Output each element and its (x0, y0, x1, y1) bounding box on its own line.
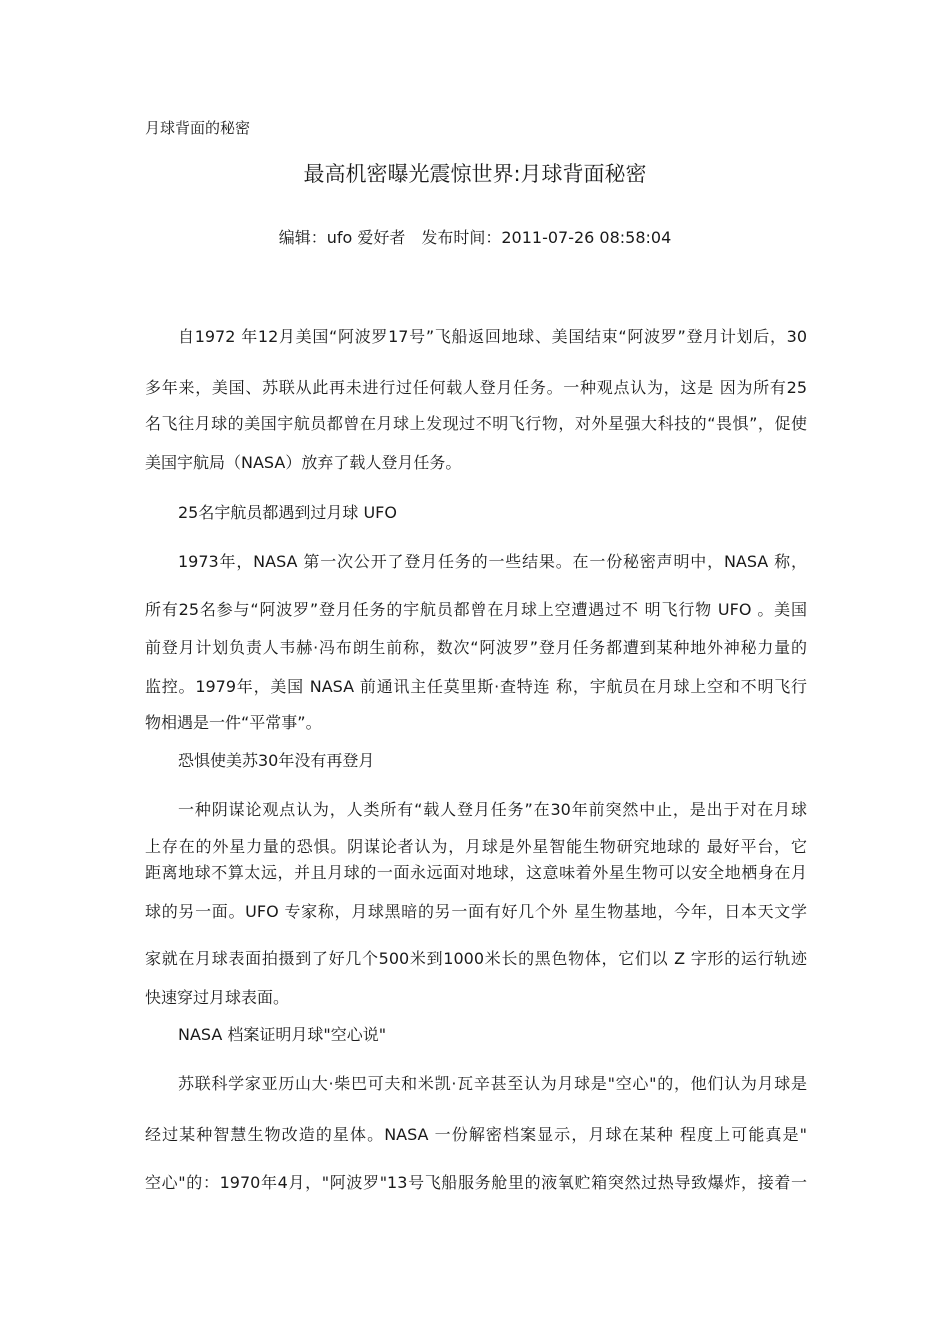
document-label: 月球背面的秘密 (145, 119, 251, 137)
section-heading: 25名宇航员都遇到过月球 UFO (178, 503, 397, 522)
paragraph-line: 自1972 年12月美国“阿波罗17号”飞船返回地球、美国结束“阿波罗”登月计划后，30 (178, 327, 807, 346)
article-title: 最高机密曝光震惊世界:月球背面秘密 (303, 162, 647, 186)
paragraph-line: 上存在的外星力量的恐惧。阴谋论者认为，月球是外星智能生物研究地球的 最好平台，它 (145, 837, 807, 856)
paragraph-line: 苏联科学家亚历山大·柴巴可夫和米凯·瓦辛甚至认为月球是"空心"的，他们认为月球是 (178, 1074, 807, 1093)
paragraph-line: 快速穿过月球表面。 (145, 988, 290, 1007)
paragraph-line: 所有25名参与“阿波罗”登月任务的宇航员都曾在月球上空遭遇过不 明飞行物 UFO 。美国 (145, 600, 807, 619)
paragraph-line: 1973年，NASA 第一次公开了登月任务的一些结果。在一份秘密声明中，NASA 称， (178, 552, 807, 571)
paragraph-line: 经过某种智慧生物改造的星体。NASA 一份解密档案显示，月球在某种 程度上可能真是" (145, 1125, 807, 1144)
paragraph-line: 一种阴谋论观点认为，人类所有“载人登月任务”在30年前突然中止，是出于对在月球 (178, 800, 807, 819)
paragraph-line: 名飞往月球的美国宇航员都曾在月球上发现过不明飞行物，对外星强大科技的“畏惧”，促使 (145, 414, 807, 433)
paragraph-line: 家就在月球表面拍摄到了好几个500米到1000米长的黑色物体，它们以 Z 字形的运行轨迹 (145, 949, 807, 968)
paragraph-line: 美国宇航局（NASA）放弃了载人登月任务。 (145, 453, 462, 472)
paragraph-line: 球的另一面。UFO 专家称，月球黑暗的另一面有好几个外 星生物基地，今年，日本天文学 (145, 902, 807, 921)
paragraph-line: 距离地球不算太远，并且月球的一面永远面对地球，这意味着外星生物可以安全地栖身在月 (145, 863, 807, 882)
section-heading: NASA 档案证明月球"空心说" (178, 1025, 387, 1044)
paragraph-line: 监控。1979年，美国 NASA 前通讯主任莫里斯·查特连 称，宇航员在月球上空和不明飞行 (145, 677, 807, 696)
paragraph-line: 空心"的：1970年4月，"阿波罗"13号飞船服务舱里的液氧贮箱突然过热导致爆炸，接着一 (145, 1173, 807, 1192)
article-byline: 编辑：ufo 爱好者 发布时间：2011-07-26 08:58:04 (278, 228, 672, 247)
section-heading: 恐惧使美苏30年没有再登月 (178, 751, 375, 770)
paragraph-line: 多年来，美国、苏联从此再未进行过任何载人登月任务。一种观点认为，这是 因为所有25 (145, 378, 807, 397)
paragraph-line: 物相遇是一件“平常事”。 (145, 713, 322, 732)
paragraph-line: 前登月计划负责人韦赫·冯布朗生前称，数次“阿波罗”登月任务都遭到某种地外神秘力量的 (145, 638, 807, 657)
